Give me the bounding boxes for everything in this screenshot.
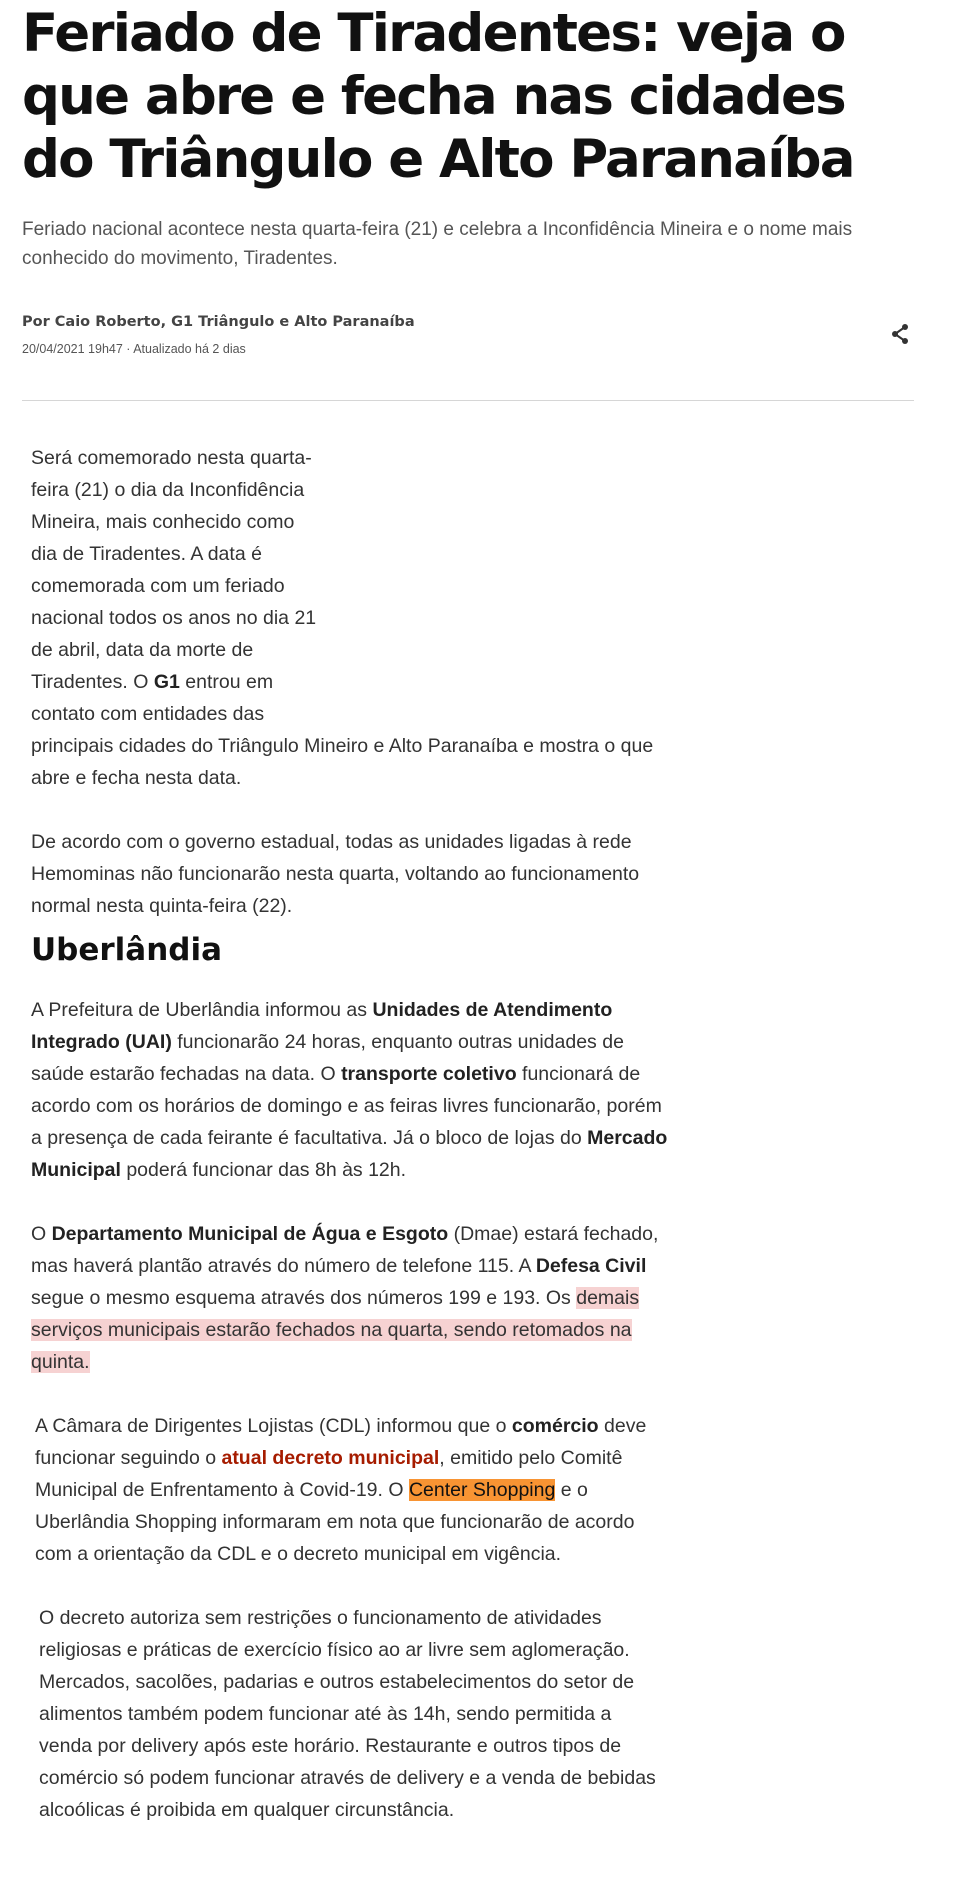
paragraph-prefeitura: A Prefeitura de Uberlândia informou as Unidades de Atendimento Integrado (UAI) funcionarão 24 horas, enquanto outras unidades de saúde estarão fechadas na data. O transporte coletivo funcionará de acordo com os horários de domingo e as feiras livres funcionarão, porém a presença de cada feirante é facultativa. Já o bloco de lojas do Mercado Municipal poderá funcionar das 8h às 12h. <box>31 999 668 1181</box>
paragraph-dmae: O Departamento Municipal de Água e Esgoto (Dmae) estará fechado, mas haverá plantão através do número de telefone 115. A Defesa Civil segue o mesmo esquema através dos números 199 e 193. Os demais serviços municipais estarão fechados na quarta, sendo retomados na quinta. <box>31 1223 659 1373</box>
article-title: Feriado de Tiradentes: veja o que abre e fecha nas cidades do Triângulo e Alto Paranaíba <box>22 3 854 190</box>
paragraph-cdl: A Câmara de Dirigentes Lojistas (CDL) informou que o comércio deve funcionar seguindo o atual decreto municipal, emitido pelo Comitê Municipal de Enfrentamento à Covid-19. O Center Shopping e o Uberlândia Shopping informaram em nota que funcionarão de acordo com a orientação da CDL e o decreto municipal em vigência. <box>35 1415 647 1565</box>
article-dateline: 20/04/2021 19h47 · Atualizado há 2 dias <box>22 342 246 356</box>
highlight-demais: demais <box>576 1287 640 1309</box>
section-heading-uberlandia: Uberlândia <box>31 932 223 968</box>
paragraph-hemominas: De acordo com o governo estadual, todas as unidades ligadas à rede Hemominas não funcionarão nesta quarta, voltando ao funcionamento normal nesta quinta-feira (22). <box>31 831 640 917</box>
article-author: Por Caio Roberto, G1 Triângulo e Alto Paranaíba <box>22 314 415 330</box>
header-divider <box>22 400 914 401</box>
share-icon[interactable] <box>888 322 912 346</box>
paragraph-decreto: O decreto autoriza sem restrições o funcionamento de atividades religiosas e práticas de exercício físico ao ar livre sem aglomeração. Mercados, sacolões, padarias e outros estabelecimentos do setor de alimentos também podem funcionar até às 14h, sendo permitida a venda por delivery após este horário. Restaurante e outros tipos de comércio só podem funcionar através de delivery e a venda de bebidas alcoólicas é proibida em qualquer circunstância. <box>39 1607 656 1821</box>
decreto-municipal-link[interactable]: atual decreto municipal <box>221 1447 440 1469</box>
highlight-quinta: quinta. <box>31 1351 90 1373</box>
highlight-servicos: serviços municipais estarão fechados na quarta, sendo retomados na <box>31 1319 632 1341</box>
highlight-center-shopping: Center Shopping <box>408 1479 556 1501</box>
article-subtitle: Feriado nacional acontece nesta quarta-feira (21) e celebra a Inconfidência Mineira e o nome mais conhecido do movimento, Tiradentes. <box>22 219 853 269</box>
paragraph-intro: Será comemorado nesta quarta- feira (21) o dia da Inconfidência Mineira, mais conhecido como dia de Tiradentes. A data é comemorada com um feriado nacional todos os anos no dia 21 de abril, data da morte de Tiradentes. O G1 entrou em contato com entidades das principais cidades do Triângulo Mineiro e Alto Paranaíba e mostra o que abre e fecha nesta data. <box>31 447 654 789</box>
